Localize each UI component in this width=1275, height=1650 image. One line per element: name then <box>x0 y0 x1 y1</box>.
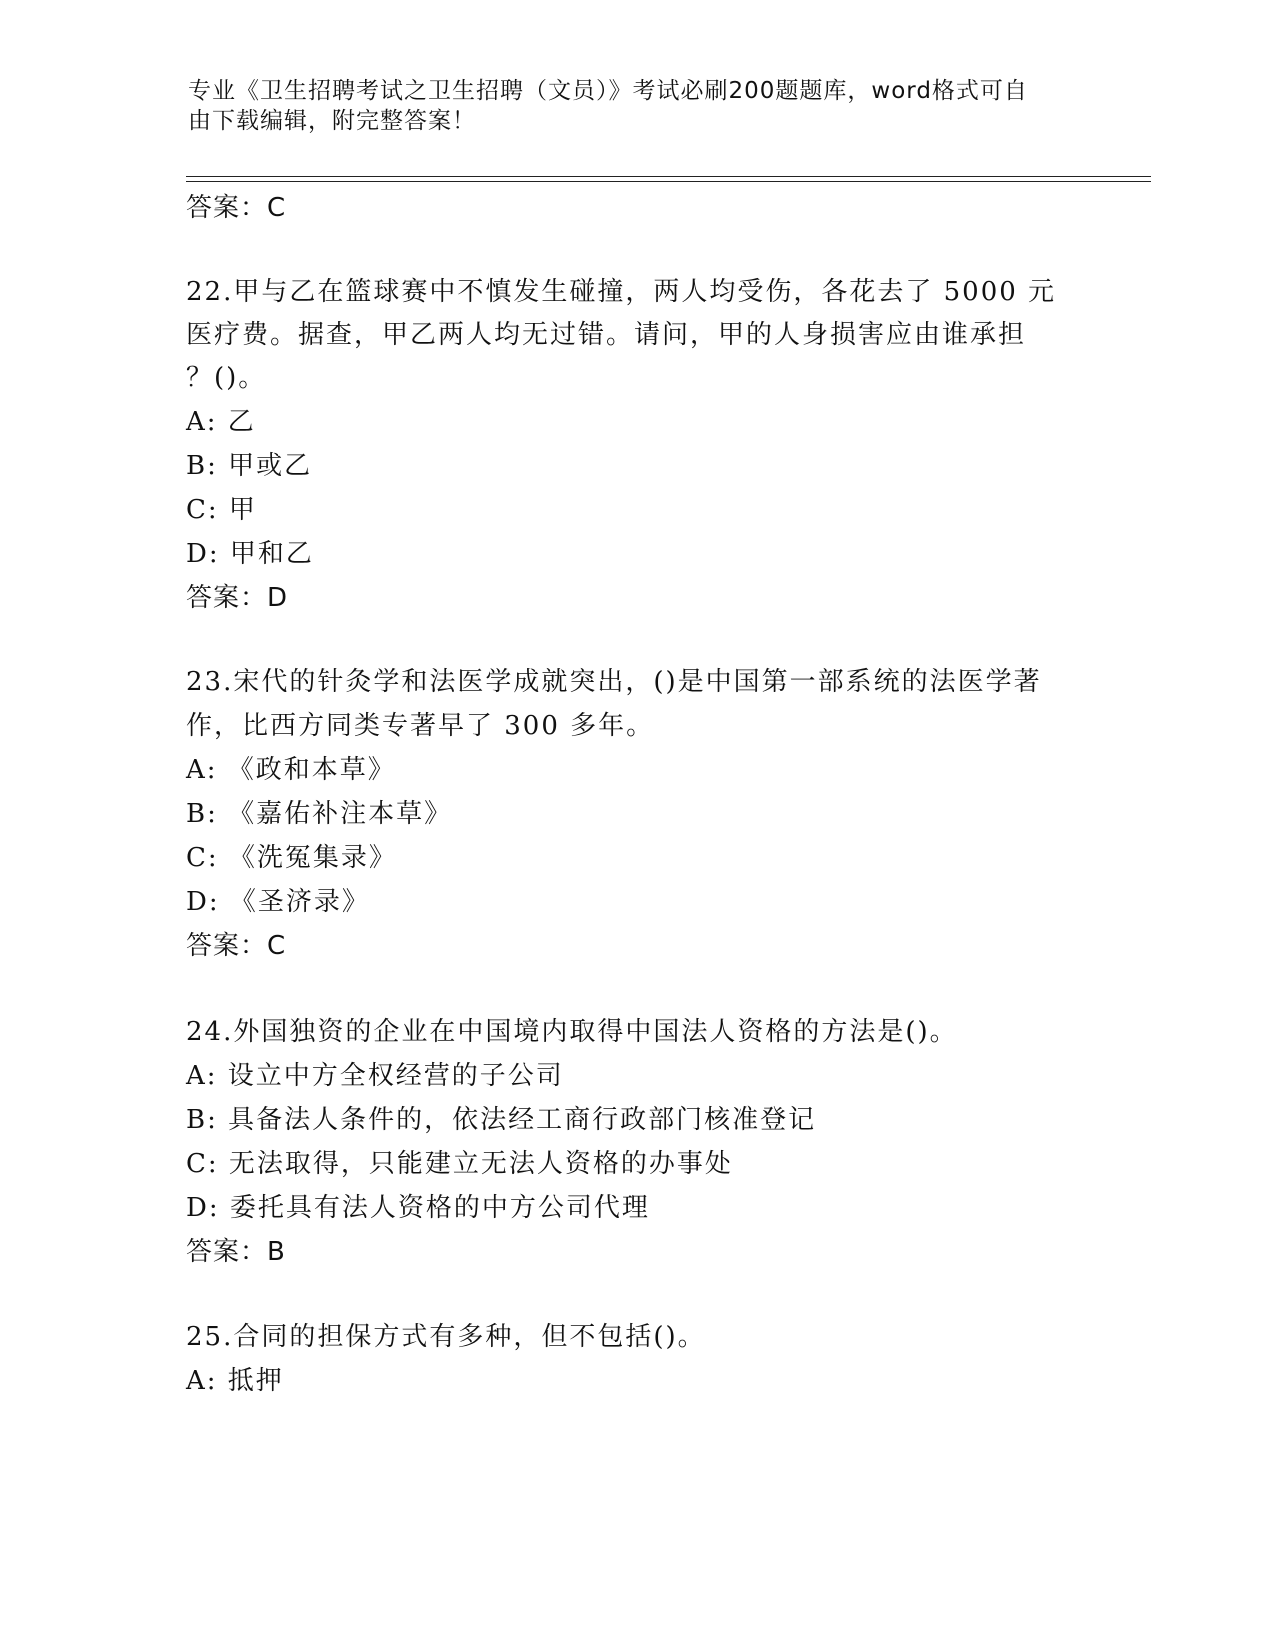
question-23-option-d: D: 《圣济录》 <box>186 887 370 917</box>
question-24-option-a: A: 设立中方全权经营的子公司 <box>186 1061 564 1091</box>
header-line-1: 专业《卫生招聘考试之卫生招聘（文员）》考试必刷200题题库，word格式可自 <box>188 78 1028 104</box>
question-25-option-a: A: 抵押 <box>186 1366 284 1396</box>
question-25-line-1: 25.合同的担保方式有多种，但不包括()。 <box>186 1322 706 1352</box>
question-22-option-c: C: 甲 <box>186 495 257 525</box>
previous-answer: 答案：C <box>186 193 287 223</box>
question-22-answer: 答案：D <box>186 583 289 613</box>
document-header <box>188 76 1068 136</box>
question-24-option-c: C: 无法取得，只能建立无法人资格的办事处 <box>186 1149 733 1179</box>
question-22-option-a: A: 乙 <box>186 407 256 437</box>
question-24-option-d: D: 委托具有法人资格的中方公司代理 <box>186 1193 650 1223</box>
question-23-option-a: A: 《政和本草》 <box>186 755 396 785</box>
question-24-line-1: 24.外国独资的企业在中国境内取得中国法人资格的方法是()。 <box>186 1017 958 1047</box>
header-line-2: 由下载编辑，附完整答案！ <box>188 108 476 134</box>
question-22-option-d: D: 甲和乙 <box>186 539 314 569</box>
header-rule-bottom <box>186 181 1151 182</box>
question-23-option-b: B: 《嘉佑补注本草》 <box>186 799 453 829</box>
header-rule-top <box>186 176 1151 177</box>
question-24-answer: 答案：B <box>186 1237 286 1267</box>
question-22-line-3: ？()。 <box>186 363 267 393</box>
question-22-line-2: 医疗费。据查，甲乙两人均无过错。请问，甲的人身损害应由谁承担 <box>186 320 1027 350</box>
question-22-line-1: 22.甲与乙在篮球赛中不慎发生碰撞，两人均受伤，各花去了 5000 元 <box>186 277 1057 307</box>
question-24-option-b: B: 具备法人条件的，依法经工商行政部门核准登记 <box>186 1105 817 1135</box>
question-23-line-1: 23.宋代的针灸学和法医学成就突出，()是中国第一部系统的法医学著 <box>186 667 1042 697</box>
question-22-option-b: B: 甲或乙 <box>186 451 313 481</box>
question-23-option-c: C: 《洗冤集录》 <box>186 843 397 873</box>
question-23-answer: 答案：C <box>186 931 287 961</box>
question-23-line-2: 作，比西方同类专著早了 300 多年。 <box>186 711 655 741</box>
